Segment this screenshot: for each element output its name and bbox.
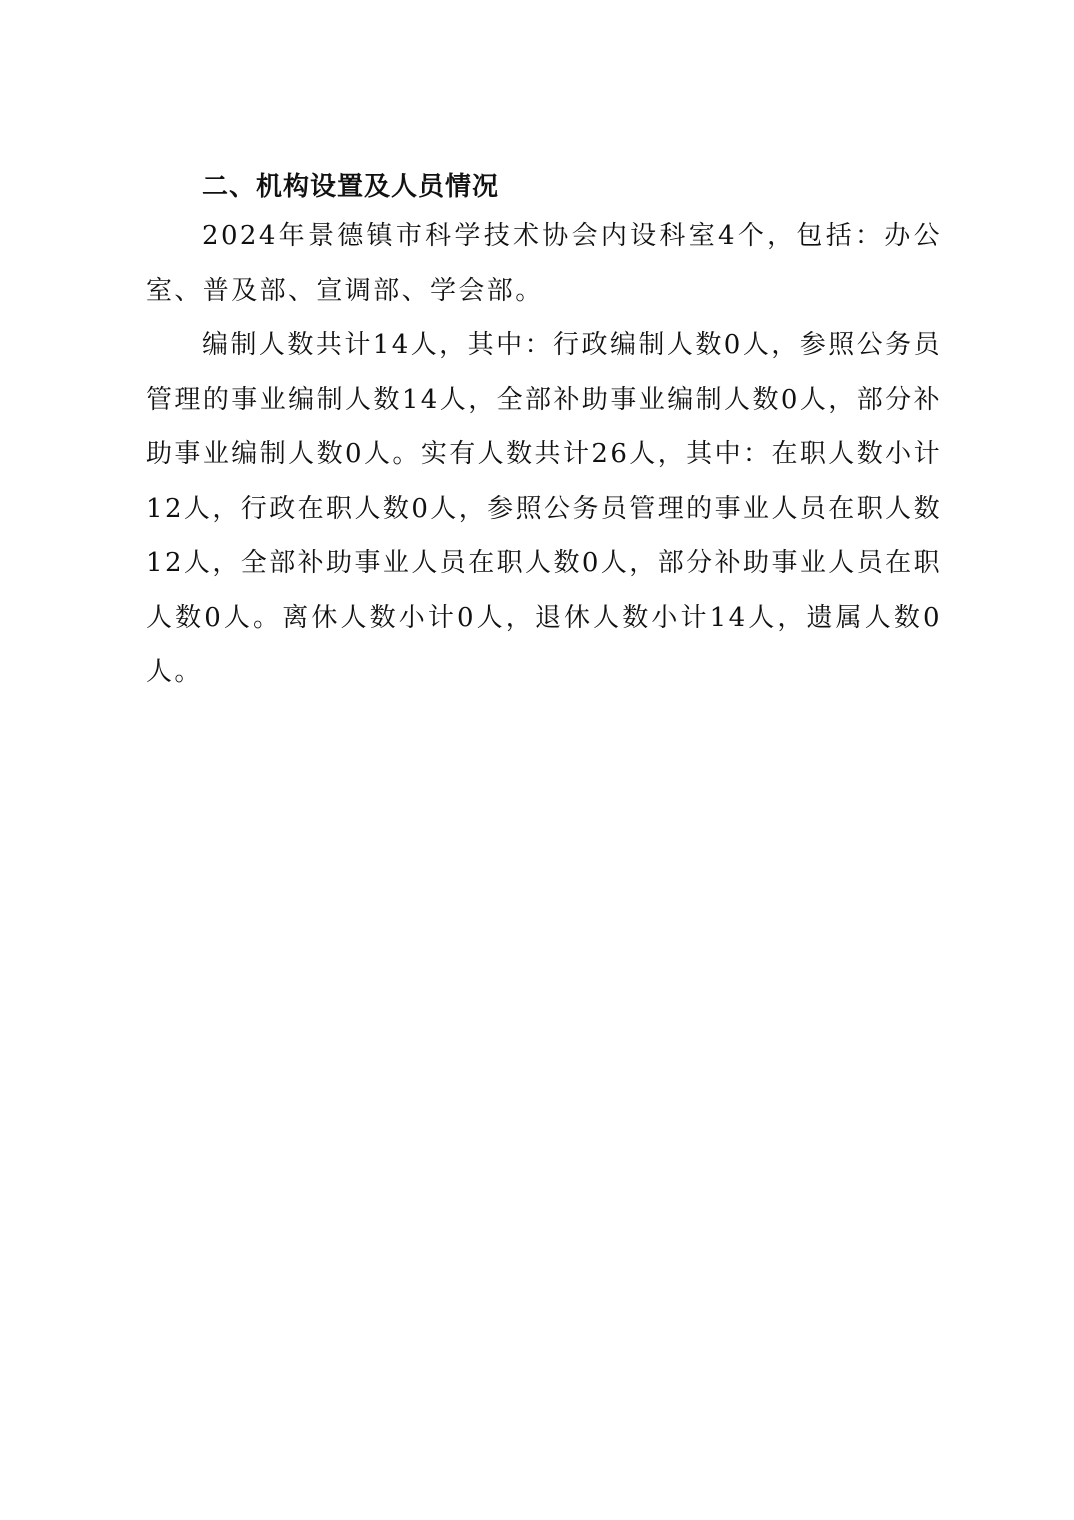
paragraph-staffing: 编制人数共计14人，其中：行政编制人数0人，参照公务员管理的事业编制人数14人，全部补助事业编制人数0人，部分补助事业编制人数0人。实有人数共计26人，其中：在职人数小计12人，行政在职人数0人，参照公务员管理的事业人员在职人数12人，全部补助事业人员在职人数0人，部分补助事业人员在职人数0人。离休人数小计0人，退休人数小计14人，遗属人数0人。 bbox=[146, 330, 942, 687]
section-heading: 二、机构设置及人员情况 bbox=[202, 172, 500, 202]
paragraph-departments: 2024年景德镇市科学技术协会内设科室4个，包括：办公室、普及部、宣调部、学会部。 bbox=[146, 221, 942, 306]
document-body bbox=[146, 165, 942, 700]
